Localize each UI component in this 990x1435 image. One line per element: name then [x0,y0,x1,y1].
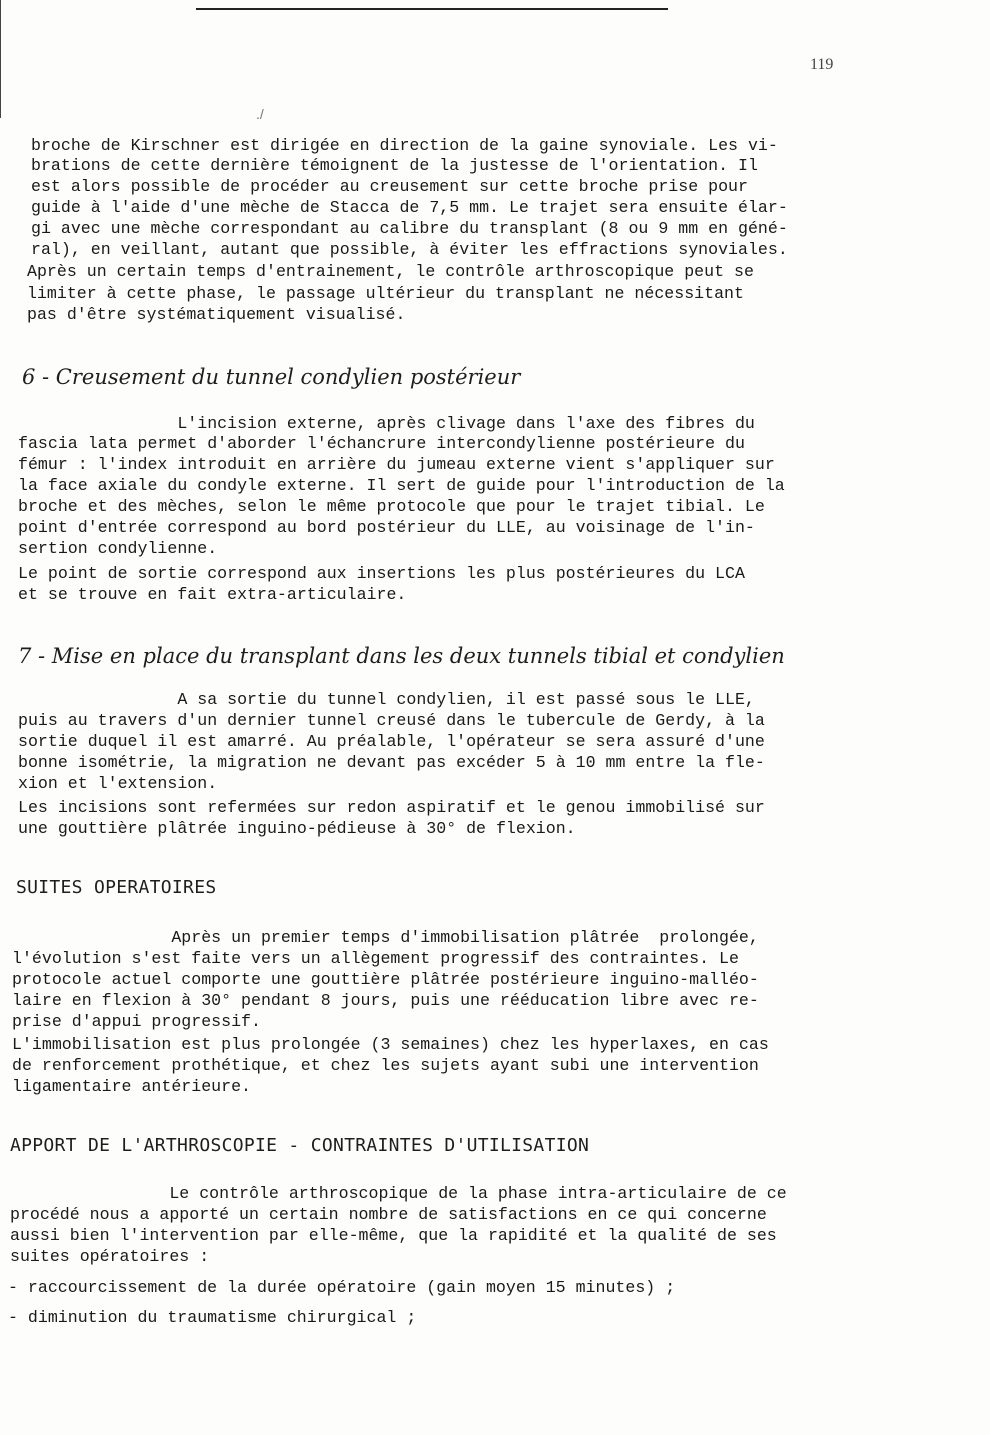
text-line: Les incisions sont refermées sur redon aspiratif et le genou immobilisé sur [18,798,765,817]
section-heading-suites: SUITES OPERATOIRES [16,877,217,898]
left-margin-rule [0,0,1,118]
text-line: Le contrôle arthroscopique de la phase intra-articulaire de ce [10,1184,787,1203]
text-line: aussi bien l'intervention par elle-même, que la rapidité et la qualité de ses [10,1226,777,1245]
text-line: protocole actuel comporte une gouttière plâtrée postérieure inguino-malléo- [12,970,759,989]
text-line: la face axiale du condyle externe. Il sert de guide pour l'introduction de la [18,476,785,495]
text-line: guide à l'aide d'une mèche de Stacca de 7,5 mm. Le trajet sera ensuite élar- [31,198,788,217]
section-heading-apport: APPORT DE L'ARTHROSCOPIE - CONTRAINTES D'UTILISATION [10,1135,590,1156]
text-line: Après un premier temps d'immobilisation plâtrée prolongée, [12,928,759,947]
text-line: l'évolution s'est faite vers un allègement progressif des contraintes. Le [12,949,739,968]
text-line: ligamentaire antérieure. [12,1077,251,1096]
text-line: L'immobilisation est plus prolongée (3 semaines) chez les hyperlaxes, en cas [12,1035,769,1054]
text-line: bonne isométrie, la migration ne devant pas excéder 5 à 10 mm entre la fle- [18,753,765,772]
text-line: de renforcement prothétique, et chez les sujets ayant subi une intervention [12,1056,759,1075]
section-heading-7: 7 - Mise en place du transplant dans les deux tunnels tibial et condylien [18,644,785,668]
text-line: L'incision externe, après clivage dans l'axe des fibres du [18,414,755,433]
stray-mark: ./ [256,106,264,122]
text-line: sertion condylienne. [18,539,218,558]
text-line: gi avec une mèche correspondant au calibre du transplant (8 ou 9 mm en géné- [31,219,788,238]
text-line: est alors possible de procéder au creusement sur cette broche prise pour [31,177,748,196]
section-heading-6: 6 - Creusement du tunnel condylien postérieur [22,365,521,389]
list-item: - diminution du traumatisme chirurgical ; [8,1308,417,1327]
list-item: - raccourcissement de la durée opératoire (gain moyen 15 minutes) ; [8,1278,676,1297]
text-line: Le point de sortie correspond aux insertions les plus postérieures du LCA [18,564,745,583]
text-line: broche de Kirschner est dirigée en direction de la gaine synoviale. Les vi- [31,136,778,155]
text-line: sortie duquel il est amarré. Au préalable, l'opérateur se sera assuré d'une [18,732,765,751]
text-line: fémur : l'index introduit en arrière du jumeau externe vient s'appliquer sur [18,455,775,474]
text-line: fascia lata permet d'aborder l'échancrure intercondylienne postérieure du [18,434,745,453]
text-line: procédé nous a apporté un certain nombre de satisfactions en ce qui concerne [10,1205,767,1224]
text-line: pas d'être systématiquement visualisé. [27,305,406,324]
text-line: puis au travers d'un dernier tunnel creusé dans le tubercule de Gerdy, à la [18,711,765,730]
text-line: prise d'appui progressif. [12,1012,261,1031]
text-line: une gouttière plâtrée inguino-pédieuse à 30° de flexion. [18,819,576,838]
page-number: 119 [810,56,834,73]
text-line: suites opératoires : [10,1247,210,1266]
text-line: broche et des mèches, selon le même protocole que pour le trajet tibial. Le [18,497,765,516]
text-line: A sa sortie du tunnel condylien, il est passé sous le LLE, [18,690,755,709]
text-line: point d'entrée correspond au bord postérieur du LLE, au voisinage de l'in- [18,518,755,537]
text-line: laire en flexion à 30° pendant 8 jours, puis une rééducation libre avec re- [12,991,759,1010]
text-line: ral), en veillant, autant que possible, à éviter les effractions synoviales. [31,240,788,259]
text-line: limiter à cette phase, le passage ultérieur du transplant ne nécessitant [27,284,744,303]
text-line: xion et l'extension. [18,774,218,793]
text-line: Après un certain temps d'entrainement, le contrôle arthroscopique peut se [27,262,754,281]
top-rule [196,8,668,10]
text-line: et se trouve en fait extra-articulaire. [18,585,407,604]
text-line: brations de cette dernière témoignent de la justesse de l'orientation. Il [31,156,758,175]
